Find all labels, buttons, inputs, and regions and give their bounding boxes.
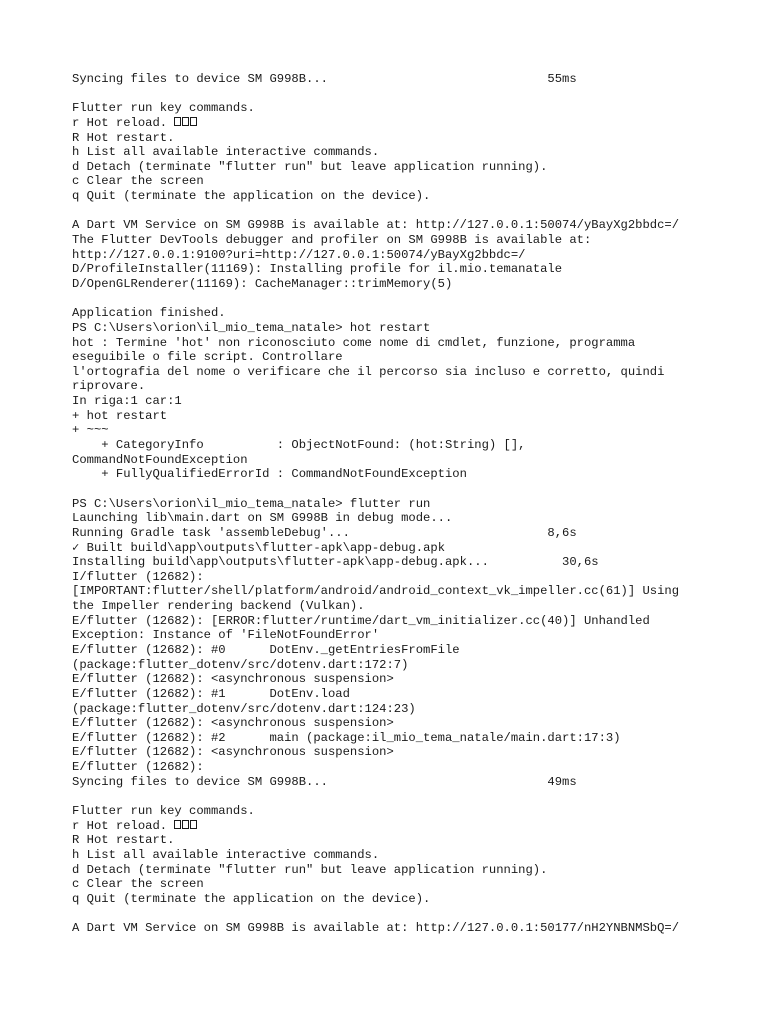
log-line: Syncing files to device SM G998B... 49ms xyxy=(72,774,577,789)
log-line: l'ortografia del nome o verificare che il percorso sia incluso e corretto, quindi xyxy=(72,364,665,379)
log-line: CommandNotFoundException xyxy=(72,452,248,467)
log-line: A Dart VM Service on SM G998B is available at: http://127.0.0.1:50074/yBayXg2bbdc=/ xyxy=(72,218,680,233)
log-line: + ~~~ xyxy=(72,423,109,438)
log-line: Flutter run key commands. xyxy=(72,101,255,116)
log-block-sync xyxy=(72,72,712,87)
blank-line xyxy=(72,482,712,497)
log-line: Application finished. xyxy=(72,306,226,321)
log-line: Syncing files to device SM G998B... 55ms xyxy=(72,72,577,86)
log-line: D/OpenGLRenderer(11169): CacheManager::trimMemory(5) xyxy=(72,276,453,291)
log-line: c Clear the screen xyxy=(72,877,204,892)
log-block-key-commands xyxy=(72,101,712,203)
log-line: http://127.0.0.1:9100?uri=http://127.0.0.1:50074/yBayXg2bbdc=/ xyxy=(72,247,526,262)
blank-line xyxy=(72,907,712,922)
log-line: d Detach (terminate "flutter run" but leave application running). xyxy=(72,862,548,877)
log-line: A Dart VM Service on SM G998B is available at: http://127.0.0.1:50177/nH2YNBNMSbQ=/ xyxy=(72,921,680,936)
log-line: D/ProfileInstaller(11169): Installing profile for il.mio.temanatale xyxy=(72,262,563,277)
log-line: R Hot restart. xyxy=(72,130,175,145)
console-log xyxy=(72,72,712,936)
log-block-flutter-run xyxy=(72,497,712,790)
log-block-vm-service-2 xyxy=(72,921,712,936)
log-line: Installing build\app\outputs\flutter-apk\app-debug.apk... 30,6s xyxy=(72,555,599,570)
log-line-hot-reload xyxy=(72,819,712,834)
log-line: In riga:1 car:1 xyxy=(72,394,182,409)
log-line: PS C:\Users\orion\il_mio_tema_natale> hot restart xyxy=(72,320,431,335)
log-line-text: r Hot reload. xyxy=(72,115,175,130)
log-line: E/flutter (12682): <asynchronous suspension> xyxy=(72,745,394,760)
missing-glyph-icon xyxy=(174,819,198,833)
log-line: E/flutter (12682): [ERROR:flutter/runtime/dart_vm_initializer.cc(40)] Unhandled xyxy=(72,613,650,628)
log-line: + hot restart xyxy=(72,408,168,423)
log-line: E/flutter (12682): #2 main (package:il_mio_tema_natale/main.dart:17:3) xyxy=(72,730,621,745)
missing-glyph-icon xyxy=(174,116,198,130)
log-line: eseguibile o file script. Controllare xyxy=(72,350,343,365)
log-line: Launching lib\main.dart on SM G998B in debug mode... xyxy=(72,511,453,526)
log-line: ✓ Built build\app\outputs\flutter-apk\app-debug.apk xyxy=(72,540,446,555)
log-line: PS C:\Users\orion\il_mio_tema_natale> flutter run xyxy=(72,496,431,511)
log-line: I/flutter (12682): xyxy=(72,569,204,584)
log-line: + CategoryInfo : ObjectNotFound: (hot:String) [], xyxy=(72,438,526,453)
log-line: hot : Termine 'hot' non riconosciuto come nome di cmdlet, funzione, programma xyxy=(72,335,636,350)
log-line-text: r Hot reload. xyxy=(72,818,175,833)
blank-line xyxy=(72,204,712,219)
log-line: E/flutter (12682): xyxy=(72,760,204,775)
blank-line xyxy=(72,789,712,804)
log-line: The Flutter DevTools debugger and profiler on SM G998B is available at: xyxy=(72,233,592,248)
log-line: + FullyQualifiedErrorId : CommandNotFoundException xyxy=(72,467,467,482)
log-line: E/flutter (12682): <asynchronous suspension> xyxy=(72,672,394,687)
log-line: E/flutter (12682): #1 DotEnv.load xyxy=(72,686,350,701)
log-line: Flutter run key commands. xyxy=(72,804,255,819)
log-line: R Hot restart. xyxy=(72,833,175,848)
log-line: (package:flutter_dotenv/src/dotenv.dart:172:7) xyxy=(72,657,409,672)
blank-line xyxy=(72,87,712,102)
log-line: Exception: Instance of 'FileNotFoundError' xyxy=(72,628,380,643)
log-line-hot-reload xyxy=(72,116,712,131)
blank-line xyxy=(72,292,712,307)
log-line: h List all available interactive commands. xyxy=(72,847,380,862)
log-line: riprovare. xyxy=(72,379,146,394)
log-line: [IMPORTANT:flutter/shell/platform/android/android_context_vk_impeller.cc(61)] Using xyxy=(72,584,680,599)
log-line: h List all available interactive commands. xyxy=(72,145,380,160)
log-line: q Quit (terminate the application on the device). xyxy=(72,891,431,906)
log-line: c Clear the screen xyxy=(72,174,204,189)
log-block-vm-service xyxy=(72,218,712,291)
log-line: (package:flutter_dotenv/src/dotenv.dart:124:23) xyxy=(72,701,416,716)
log-line: Running Gradle task 'assembleDebug'... 8,6s xyxy=(72,525,577,540)
log-line: q Quit (terminate the application on the device). xyxy=(72,189,431,204)
log-line: E/flutter (12682): #0 DotEnv._getEntriesFromFile xyxy=(72,642,460,657)
log-line: d Detach (terminate "flutter run" but leave application running). xyxy=(72,159,548,174)
log-line: E/flutter (12682): <asynchronous suspension> xyxy=(72,716,394,731)
log-line: the Impeller rendering backend (Vulkan). xyxy=(72,599,365,614)
log-block-key-commands-2 xyxy=(72,804,712,906)
log-block-hot-restart-error xyxy=(72,306,712,482)
